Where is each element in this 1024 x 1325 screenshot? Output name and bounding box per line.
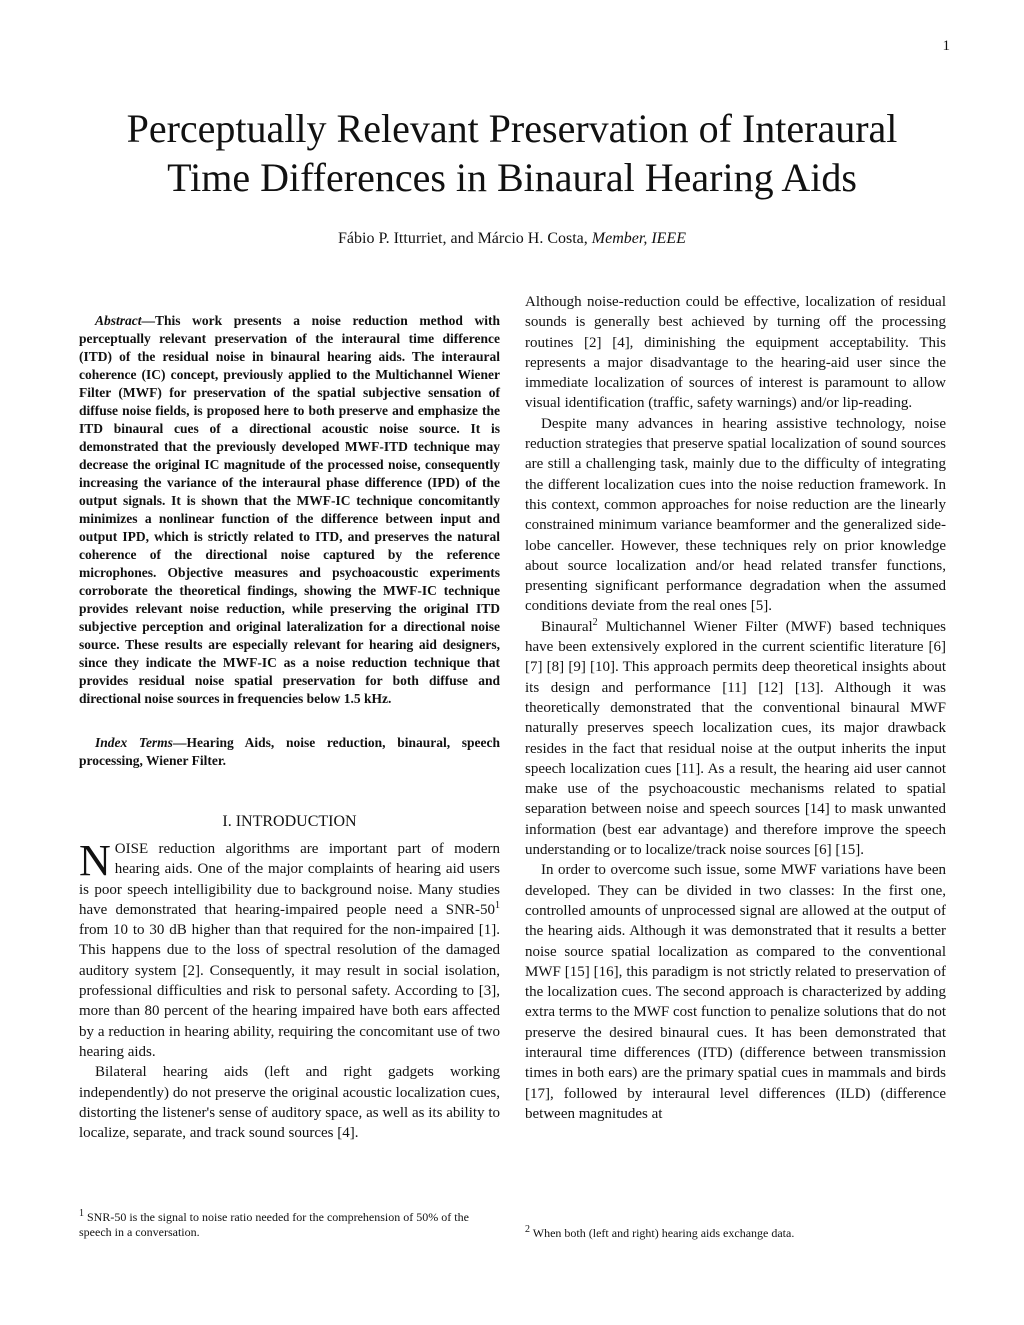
footnote-2 [525,1226,946,1241]
drop-cap: N [79,836,111,885]
intro-paragraph-5 [525,617,946,861]
abstract [79,312,500,708]
footnote-2-mark: 2 [525,1224,530,1235]
intro-p1-text-b: from 10 to 30 dB higher than that required for the non-impaired [1]. This happens due to the loss of spectral resolution of the damaged auditory system [2]. Consequently, it may result in social isolation, professional difficulties and risk to personal safety. According to [3], more than 80 percent of the hearing impaired have both ears affected by a reduction in hearing ability, requiring the concomitant use of two hearing aids. [79,922,500,1060]
intro-paragraph-4: Despite many advances in hearing assistive technology, noise reduction strategies that preserve spatial localization of sound sources are still a challenging task, mainly due to the difficulty of integrating the different localization cues into the noise reduction framework. In this context, common approaches for noise reduction are the linearly constrained minimum variance beamformer and the generalized side-lobe canceller. However, these techniques rely on prior knowledge about source localization and/or head related transfer functions, presenting significant performance degradation when the assumed conditions deviate from the real ones [5]. [525,415,946,615]
abstract-text: —This work presents a noise reduction method with perceptually relevant preservation of the interaural time difference (ITD) of the residual noise in binaural hearing aids. The interaural coherence (IC) concept, previously applied to the Multichannel Wiener Filter (MWF) for preservation of the spatial subjective sensation of diffuse noise fields, is proposed here to both preserve and emphasize the ITD binaural cues of a directional acoustic noise source. It is demonstrated that the previously developed MWF-ITD technique may decrease the original IC magnitude of the processed noise, consequently increasing the variance of the interaural phase difference (IPD) of the output signals. It is shown that the MWF-IC technique concomitantly minimizes a nonlinear function of the difference between input and output IPD, which is strictly related to ITD, and preserves the natural coherence of the directional noise captured by the reference microphones. Objective measures and psychoacoustic experiments corroborate the theoretical findings, showing the MWF-IC technique provides relevant noise reduction, while preserving the original ITD subjective perception and original lateralization for a directional noise source. These results are especially relevant for hearing aid designers, since they indicate the MWF-IC as a noise reduction technique that provides residual noise spatial preservation for both diffuse and directional noise sources in frequencies below 1.5 kHz. [79,313,500,706]
author-line [0,230,1024,248]
title-line-1: Perceptually Relevant Preservation of Interaural [126,106,898,151]
intro-paragraph-3: Although noise-reduction could be effective, localization of residual sounds is generally best achieved by turning off the processing routines [2] [4], diminishing the equipment acceptability. This represents a major disadvantage to the hearing-aid user since the immediate localization of sources of interest is paramount to allow visual identification (traffic, safety warnings) and/or lip-reading. [525,294,946,412]
intro-paragraph-1 [79,836,500,1062]
index-terms-text: —Hearing Aids, noise reduction, binaural, speech processing, Wiener Filter. [79,735,501,768]
paper-title [0,104,1024,202]
section-heading-introduction: I. INTRODUCTION [222,813,357,830]
left-column [79,312,500,1143]
page-number: 1 [942,38,950,54]
footnote-1-mark: 1 [79,1208,84,1219]
intro-paragraph-6: In order to overcome such issue, some MWF variations have been developed. They can be divided in two classes: In the first one, controlled amounts of unprocessed signal are allowed at the output of the hearing aids. Although it was demonstrated that it results a better noise source spatial localization as compared to the conventional MWF [15] [16], this paradigm is not strictly related to preservation of the localization cues. The second approach is characterized by adding extra terms to the MWF cost function to penalize solutions that do not preserve the desired binaural cues. It has been demonstrated that interaural time differences (ITD) (difference between transmission times in both ears) are the primary spatial cues in mammals and birds [17], followed by interaural level differences (ILD) (difference between magnitudes at [525,862,946,1122]
author-membership: Member, IEEE [591,230,686,247]
index-terms [79,734,500,770]
author-names: Fábio P. Itturriet, and Márcio H. Costa, [338,230,592,247]
footnote-2-text: When both (left and right) hearing aids exchange data. [530,1226,795,1240]
footnote-ref-2: 2 [592,616,598,628]
footnote-1-text: SNR-50 is the signal to noise ratio needed for the comprehension of 50% of the speech in a conversation. [79,1210,469,1239]
footnote-1 [79,1210,500,1240]
index-terms-label: Index Terms [95,735,173,750]
right-column [525,292,946,1124]
abstract-label: Abstract [95,313,142,328]
intro-p1-text-a: OISE reduction algorithms are important part of modern hearing aids. One of the major complaints of hearing aid users is poor speech intelligibility due to background noise. Many studies have demonstrated that hearing-impaired people need a SNR-50 [79,841,500,918]
intro-p5-text-b: Multichannel Wiener Filter (MWF) based techniques have been extensively explored in the current scientific literature [6] [7] [8] [9] [10]. This approach permits deep theoretical insights about its design and performance [11] [12] [13]. Although it was theoretically demonstrated that the conventional binaural MWF naturally preserves speech localization cues, its major drawback resides in the fact that residual noise at the output inherits the input speech localization cues [11]. As a result, the hearing aid user cannot make use of the psychoacoustic mechanisms related to spatial separation between noise and speech sources [14] to mask unwanted information (best ear advantage) and therefore improve the speech understanding or to localize/track noise sources [6] [15]. [525,618,946,859]
intro-p5-text-a: Binaural [541,618,593,635]
footnote-ref-1: 1 [495,899,500,911]
title-line-2: Time Differences in Binaural Hearing Aids [167,155,857,200]
intro-paragraph-2: Bilateral hearing aids (left and right gadgets working independently) do not preserve the original acoustic localization cues, distorting the listener's sense of auditory space, as well as its ability to localize, separate, and track sound sources [4]. [79,1064,500,1142]
